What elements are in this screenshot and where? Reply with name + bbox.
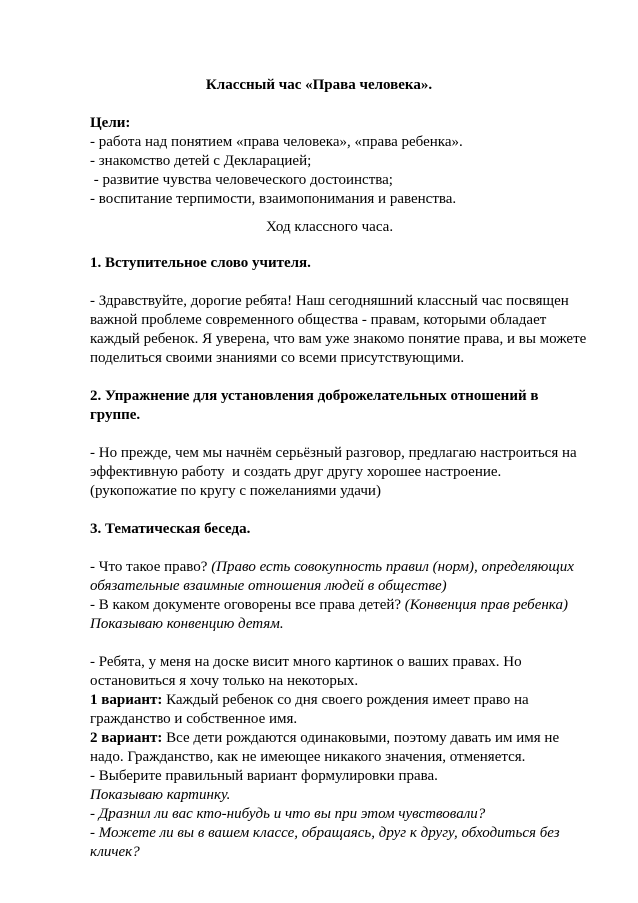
course-heading-text: Ход классного часа. <box>266 219 394 235</box>
goal-item: - работа над понятием «права человека», «права ребенка». <box>90 134 463 150</box>
section1-line: поделиться своими знаниями со всеми присутствующими. <box>90 350 465 366</box>
variant-2-label: 2 вариант: <box>90 730 163 746</box>
section2-heading-cont: группе. <box>90 407 141 423</box>
question-2-answer-cont: Показываю конвенцию детям. <box>90 616 284 632</box>
question-1 <box>90 558 610 577</box>
variant-2-text: Все дети рождаются одинаковыми, поэтому давать им имя не <box>162 730 560 746</box>
section3-heading: 3. Тематическая беседа. <box>90 521 251 537</box>
question-2-answer: (Конвенция прав ребенка) <box>404 597 568 613</box>
italic-line: - Можете ли вы в вашем классе, обращаясь, друг к другу, обходиться без <box>90 825 560 841</box>
question-1-answer: (Право есть совокупность правил (норм), определяющих <box>211 559 574 575</box>
goal-item: - знакомство детей с Декларацией; <box>90 153 312 169</box>
document-body <box>90 114 610 862</box>
section2-line: (рукопожатие по кругу с пожеланиями удачи) <box>90 483 381 499</box>
choose-line: - Выберите правильный вариант формулировки права. <box>90 768 438 784</box>
section1-line: - Здравствуйте, дорогие ребята! Наш сегодняшний классный час посвящен <box>90 293 569 309</box>
goals-heading: Цели: <box>90 115 131 131</box>
italic-line: - Дразнил ли вас кто-нибудь и что вы при этом чувствовали? <box>90 806 486 822</box>
question-1-answer-cont: обязательные взаимные отношения людей в обществе) <box>90 578 447 594</box>
section2-line: эффективную работу и создать друг другу хорошее настроение. <box>90 464 502 480</box>
variant-2-cont: надо. Гражданство, как не имеющее никакого значения, отменяется. <box>90 749 526 765</box>
italic-line: кличек? <box>90 844 140 860</box>
question-1-text: - Что такое право? <box>90 559 212 575</box>
variant-1-cont: гражданство и собственное имя. <box>90 711 298 727</box>
variant-2 <box>90 729 610 748</box>
page-title: Классный час «Права человека». <box>205 77 433 93</box>
question-2-text: - В каком документе оговорены все права детей? <box>90 597 405 613</box>
section1-line: каждый ребенок. Я уверена, что вам уже знакомо понятие права, и вы можете <box>90 331 587 347</box>
section1-line: важной проблеме современного общества - правам, которыми обладает <box>90 312 547 328</box>
italic-line: Показываю картинку. <box>90 787 231 803</box>
variant-1-text: Каждый ребенок со дня своего рождения имеет право на <box>162 692 529 708</box>
goal-item: - развитие чувства человеческого достоинства; <box>90 172 393 188</box>
paragraph-line: - Ребята, у меня на доске висит много картинок о ваших правах. Но <box>90 654 522 670</box>
variant-1-label: 1 вариант: <box>90 692 163 708</box>
section2-heading: 2. Упражнение для установления доброжелательных отношений в <box>90 388 539 404</box>
course-heading <box>90 218 610 237</box>
variant-1 <box>90 691 610 710</box>
section1-heading: 1. Вступительное слово учителя. <box>90 255 311 271</box>
paragraph-line: остановиться я хочу только на некоторых. <box>90 673 359 689</box>
section2-line: - Но прежде, чем мы начнём серьёзный разговор, предлагаю настроиться на <box>90 445 577 461</box>
goal-item: - воспитание терпимости, взаимопонимания и равенства. <box>90 191 457 207</box>
question-2 <box>90 596 610 615</box>
